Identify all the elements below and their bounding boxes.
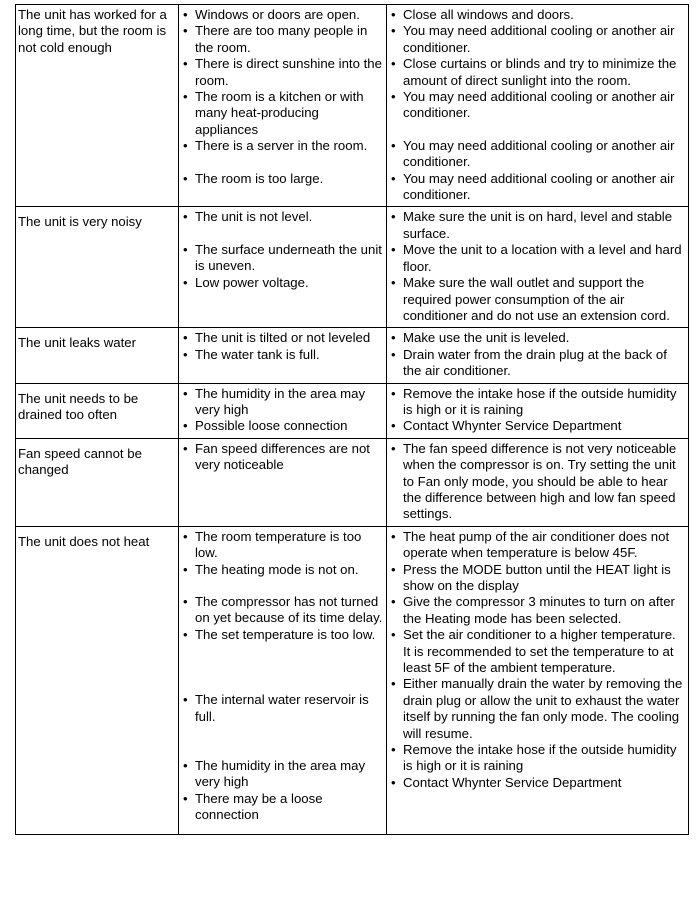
- solutions-cell: [387, 328, 689, 383]
- solution-item: • You may need additional cooling or another air conditioner.: [389, 89, 686, 122]
- problem-cell: The unit needs to be drained too often: [16, 383, 179, 438]
- cause-item: • The room temperature is too low.: [181, 529, 384, 562]
- solution-item: • Press the MODE button until the HEAT light is show on the display: [389, 562, 686, 595]
- cause-item: • There may be a loose connection: [181, 791, 384, 824]
- table-row: [16, 5, 689, 207]
- cause-item: • The room is a kitchen or with many heat-producing appliances: [181, 89, 384, 138]
- problem-cell: The unit is very noisy: [16, 207, 179, 328]
- cause-item: • The compressor has not turned on yet because of its time delay.: [181, 594, 384, 627]
- solution-item: • Give the compressor 3 minutes to turn on after the Heating mode has been selected.: [389, 594, 686, 627]
- cause-item: • Fan speed differences are not very noticeable: [181, 441, 384, 474]
- cause-item: • Windows or doors are open.: [181, 7, 384, 23]
- problem-cell: Fan speed cannot be changed: [16, 438, 179, 526]
- causes-cell: [179, 383, 387, 438]
- causes-cell: [179, 438, 387, 526]
- causes-cell: [179, 207, 387, 328]
- solution-item: • You may need additional cooling or another air conditioner.: [389, 138, 686, 171]
- solutions-cell: [387, 5, 689, 207]
- cause-item: • The unit is tilted or not leveled: [181, 330, 384, 346]
- solution-item: • The fan speed difference is not very noticeable when the compressor is on. Try setting the unit to Fan only mode, you should be able to hear the difference between high and low fan speed settings.: [389, 441, 686, 523]
- cause-item: • There is a server in the room.: [181, 138, 384, 154]
- solution-item: • You may need additional cooling or another air conditioner.: [389, 171, 686, 204]
- cause-item: • There are too many people in the room.: [181, 23, 384, 56]
- cause-item: • There is direct sunshine into the room.: [181, 56, 384, 89]
- solution-item: • Make use the unit is leveled.: [389, 330, 686, 346]
- cause-item: • The water tank is full.: [181, 347, 384, 363]
- solutions-cell: [387, 207, 689, 328]
- cause-item: • The humidity in the area may very high: [181, 758, 384, 791]
- solutions-cell: [387, 438, 689, 526]
- solution-item: • Remove the intake hose if the outside humidity is high or it is raining: [389, 386, 686, 419]
- cause-item: • The unit is not level.: [181, 209, 384, 225]
- solution-item: • You may need additional cooling or another air conditioner.: [389, 23, 686, 56]
- troubleshooting-table: [15, 4, 689, 835]
- solution-item: • Contact Whynter Service Department: [389, 775, 686, 791]
- table-row: [16, 207, 689, 328]
- problem-cell: The unit leaks water: [16, 328, 179, 383]
- table-row: [16, 383, 689, 438]
- causes-cell: [179, 5, 387, 207]
- solution-item: • The heat pump of the air conditioner does not operate when temperature is below 45F.: [389, 529, 686, 562]
- cause-item: • The room is too large.: [181, 171, 384, 187]
- cause-item: • Possible loose connection: [181, 418, 384, 434]
- table-row: [16, 438, 689, 526]
- solution-item: • Make sure the wall outlet and support the required power consumption of the air conditioner and do not use an extension cord.: [389, 275, 686, 324]
- solutions-cell: [387, 383, 689, 438]
- solution-item: • Close all windows and doors.: [389, 7, 686, 23]
- cause-item: • Low power voltage.: [181, 275, 384, 291]
- solution-item: • Close curtains or blinds and try to minimize the amount of direct sunlight into the room.: [389, 56, 686, 89]
- cause-item: • The set temperature is too low.: [181, 627, 384, 643]
- problem-cell: The unit has worked for a long time, but the room is not cold enough: [16, 5, 179, 207]
- table-row: [16, 526, 689, 835]
- problem-cell: The unit does not heat: [16, 526, 179, 835]
- cause-item: • The heating mode is not on.: [181, 562, 384, 578]
- solution-item: • Either manually drain the water by removing the drain plug or allow the unit to exhaust the water itself by running the fan only mode. The cooling will resume.: [389, 676, 686, 742]
- solution-item: • Move the unit to a location with a level and hard floor.: [389, 242, 686, 275]
- solution-item: • Remove the intake hose if the outside humidity is high or it is raining: [389, 742, 686, 775]
- causes-cell: [179, 328, 387, 383]
- solution-item: • Make sure the unit is on hard, level and stable surface.: [389, 209, 686, 242]
- cause-item: • The humidity in the area may very high: [181, 386, 384, 419]
- table-row: [16, 328, 689, 383]
- solution-item: • Set the air conditioner to a higher temperature. It is recommended to set the temperature to at least 5F of the ambient temperature.: [389, 627, 686, 676]
- solution-item: • Contact Whynter Service Department: [389, 418, 686, 434]
- cause-item: • The internal water reservoir is full.: [181, 692, 384, 725]
- causes-cell: [179, 526, 387, 835]
- solutions-cell: [387, 526, 689, 835]
- cause-item: • The surface underneath the unit is uneven.: [181, 242, 384, 275]
- solution-item: • Drain water from the drain plug at the back of the air conditioner.: [389, 347, 686, 380]
